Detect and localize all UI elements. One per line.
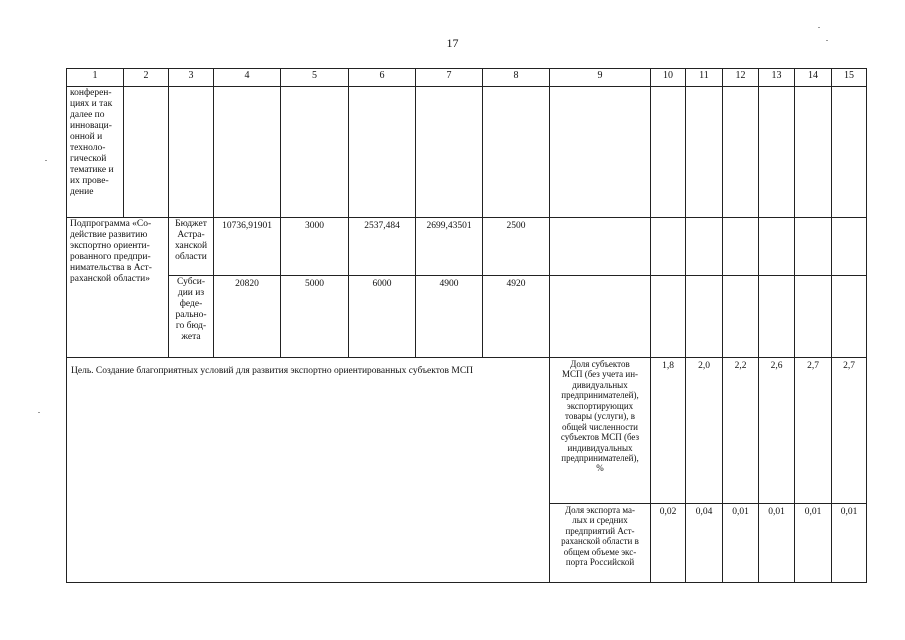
indicator-value-cell: 0,01 — [795, 504, 832, 583]
empty-cell — [281, 87, 349, 218]
header-cell: 12 — [723, 69, 759, 87]
indicator-value-cell: 2,0 — [686, 358, 723, 504]
page-number: 17 — [446, 36, 459, 50]
empty-cell — [483, 87, 550, 218]
header-cell: 15 — [832, 69, 867, 87]
funding-total-cell: 20820 — [214, 276, 281, 358]
scan-speck — [818, 27, 820, 28]
funding-source-cell: Субси- дии из феде- рально- го бюд- жета — [169, 276, 214, 358]
empty-cell — [550, 276, 651, 358]
events-continuation-row — [67, 87, 867, 218]
empty-cell — [832, 87, 867, 218]
header-cell: 5 — [281, 69, 349, 87]
empty-cell — [686, 276, 723, 358]
funding-year-cell: 5000 — [281, 276, 349, 358]
program-table — [66, 68, 867, 583]
empty-cell — [550, 218, 651, 276]
funding-source-cell: Бюджет Астра- ханской области — [169, 218, 214, 276]
indicator-value-cell: 0,01 — [723, 504, 759, 583]
header-cell: 8 — [483, 69, 550, 87]
empty-cell — [832, 218, 867, 276]
header-cell: 6 — [349, 69, 416, 87]
funding-year-cell: 4900 — [416, 276, 483, 358]
funding-year-cell: 2537,484 — [349, 218, 416, 276]
subprogram-row-federal — [67, 276, 867, 358]
empty-cell — [795, 87, 832, 218]
empty-cell — [723, 87, 759, 218]
goal-row-indicator-1 — [67, 358, 867, 504]
empty-cell — [169, 87, 214, 218]
subprogram-row-regional — [67, 218, 867, 276]
empty-cell — [795, 218, 832, 276]
header-cell: 7 — [416, 69, 483, 87]
indicator-value-cell: 0,02 — [651, 504, 686, 583]
indicator-name-cell: Доля субъектов МСП (без учета ин- дивидуальных предпринимателей), экспортирующих товары (услуги), в общей численности субъектов МСП (без индивидуальных предпринимателей), % — [550, 358, 651, 504]
empty-cell — [214, 87, 281, 218]
funding-year-cell: 3000 — [281, 218, 349, 276]
empty-cell — [651, 276, 686, 358]
empty-cell — [759, 276, 795, 358]
empty-cell — [651, 218, 686, 276]
empty-cell — [723, 276, 759, 358]
header-cell: 2 — [124, 69, 169, 87]
empty-cell — [349, 87, 416, 218]
indicator-name-cell: Доля экспорта ма- лых и средних предприятий Аст- раханской области в общем объеме экс- порта Российской — [550, 504, 651, 583]
header-cell: 9 — [550, 69, 651, 87]
empty-cell — [686, 87, 723, 218]
header-cell: 14 — [795, 69, 832, 87]
indicator-value-cell: 2,2 — [723, 358, 759, 504]
header-cell: 11 — [686, 69, 723, 87]
empty-cell — [416, 87, 483, 218]
header-cell: 1 — [67, 69, 124, 87]
empty-cell — [651, 87, 686, 218]
subprogram-name-cell: Подпрограмма «Со- действие развитию экспортно ориенти- рованного предпри- нимательства в Аст- раханской области» — [67, 218, 169, 358]
empty-cell — [124, 87, 169, 218]
header-row — [67, 69, 867, 87]
scan-speck — [826, 40, 828, 41]
indicator-value-cell: 0,01 — [832, 504, 867, 583]
funding-year-cell: 2500 — [483, 218, 550, 276]
empty-cell — [795, 276, 832, 358]
header-cell: 10 — [651, 69, 686, 87]
empty-cell — [759, 218, 795, 276]
empty-cell — [686, 218, 723, 276]
indicator-value-cell: 2,7 — [795, 358, 832, 504]
scan-speck — [38, 412, 40, 413]
header-cell: 3 — [169, 69, 214, 87]
scan-speck — [45, 160, 47, 161]
empty-cell — [832, 276, 867, 358]
indicator-value-cell: 0,01 — [759, 504, 795, 583]
indicator-value-cell: 0,04 — [686, 504, 723, 583]
event-description-cell: конферен- циях и так далее по инноваци- онной и техноло- гической тематике и их прове- дение — [67, 87, 124, 218]
funding-year-cell: 2699,43501 — [416, 218, 483, 276]
indicator-value-cell: 1,8 — [651, 358, 686, 504]
goal-text-cell: Цель. Создание благоприятных условий для развития экспортно ориентированных субъектов МСП — [67, 358, 550, 583]
header-cell: 4 — [214, 69, 281, 87]
indicator-value-cell: 2,6 — [759, 358, 795, 504]
funding-total-cell: 10736,91901 — [214, 218, 281, 276]
empty-cell — [759, 87, 795, 218]
empty-cell — [723, 218, 759, 276]
indicator-value-cell: 2,7 — [832, 358, 867, 504]
funding-year-cell: 6000 — [349, 276, 416, 358]
funding-year-cell: 4920 — [483, 276, 550, 358]
empty-cell — [550, 87, 651, 218]
header-cell: 13 — [759, 69, 795, 87]
